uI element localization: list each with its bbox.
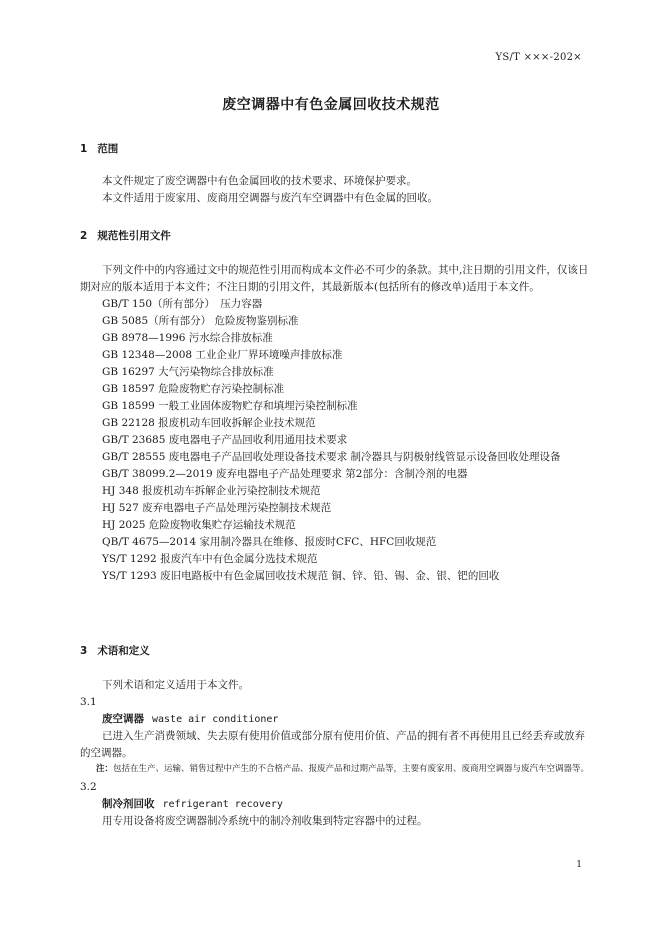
reference-item: HJ 527 废弃电器电子产品处理污染控制技术规范 [102,502,332,514]
reference-item: GB/T 23685 废电器电子产品回收利用通用技术要求 [102,434,348,446]
paragraph: 本文件规定了废空调器中有色金属回收的技术要求、环境保护要求。 [102,175,417,187]
reference-item: GB 22128 报废机动车回收拆解企业技术规范 [102,417,316,429]
term-number: 3.2 [80,781,97,793]
document-title: 废空调器中有色金属回收技术规范 [222,97,440,113]
reference-item: GB 8978—1996 污水综合排放标准 [102,332,273,344]
section-number: 3 [80,645,88,657]
term-zh: 制冷剂回收 [102,798,155,810]
reference-item: YS/T 1293 废旧电路板中有色金属回收技术规范 铜、锌、铅、锡、金、银、钯的回收 [102,570,500,582]
section-number: 1 [80,143,88,155]
paragraph: 下列术语和定义适用于本文件。 [102,679,249,691]
reference-item: GB 18597 危险废物贮存污染控制标准 [102,383,285,395]
term-zh: 废空调器 [102,713,144,725]
term-number: 3.1 [80,696,97,708]
reference-item: GB 5085（所有部分） 危险废物鉴别标准 [102,315,299,327]
term-definition: 已进入生产消费领域、失去原有使用价值或部分原有使用价值、产品的拥有者不再使用且已经丢弃或放弃的空调器。 [80,730,585,759]
section-normative-references [80,228,590,585]
section-title: 术语和定义 [97,645,150,657]
reference-item: QB/T 4675—2014 家用制冷器具在维修、报废时CFC、HFC回收规范 [102,536,437,548]
term-note [80,762,590,777]
reference-item: GB 12348—2008 工业企业厂界环境噪声排放标准 [102,349,343,361]
reference-item: YS/T 1292 报废汽车中有色金属分选技术规范 [102,553,318,565]
reference-item: GB 16297 大气污染物综合排放标准 [102,366,274,378]
paragraph: 下列文件中的内容通过文中的规范性引用而构成本文件必不可少的条款。其中,注日期的引用文件，仅该日期对应的版本适用于本文件；不注日期的引用文件，其最新版本(包括所有的修改单)适用于本文件。 [80,264,589,293]
reference-list [80,296,590,585]
note-text: 包括在生产、运输、销售过程中产生的不合格产品、报废产品和过期产品等，主要有废家用、废商用空调器与废汽车空调器等。 [113,764,590,774]
term-en: refrigerant recovery [162,799,283,810]
section-title: 范围 [97,143,119,155]
section-heading-scope [80,141,590,157]
reference-item: GB 18599 一般工业固体废物贮存和填埋污染控制标准 [102,400,358,412]
section-heading-terms [80,643,590,659]
term-definition: 用专用设备将废空调器制冷系统中的制冷剂收集到特定容器中的过程。 [102,815,428,827]
section-number: 2 [80,230,88,242]
reference-item: HJ 2025 危险废物收集贮存运输技术规范 [102,519,296,531]
reference-item: GB/T 28555 废电器电子产品回收处理设备技术要求 制冷器具与阴极射线管显示设备回收处理设备 [102,451,561,463]
reference-item: GB/T 38099.2—2019 废弃电器电子产品处理要求 第2部分：含制冷剂的电器 [102,468,468,480]
term-title [80,796,590,813]
section-scope [80,141,590,207]
document-code: YS/T ×××-202× [495,52,582,63]
page-number: 1 [576,860,582,870]
section-terms [80,643,590,830]
note-label: 注： [96,764,114,774]
term-en: waste air conditioner [152,714,279,725]
section-title: 规范性引用文件 [97,230,171,242]
term-title [80,711,590,728]
paragraph: 本文件适用于废家用、废商用空调器与废汽车空调器中有色金属的回收。 [102,192,438,204]
reference-item: HJ 348 报废机动车拆解企业污染控制技术规范 [102,485,321,497]
section-heading-normative [80,228,590,244]
reference-item: GB/T 150（所有部分） 压力容器 [102,298,263,310]
